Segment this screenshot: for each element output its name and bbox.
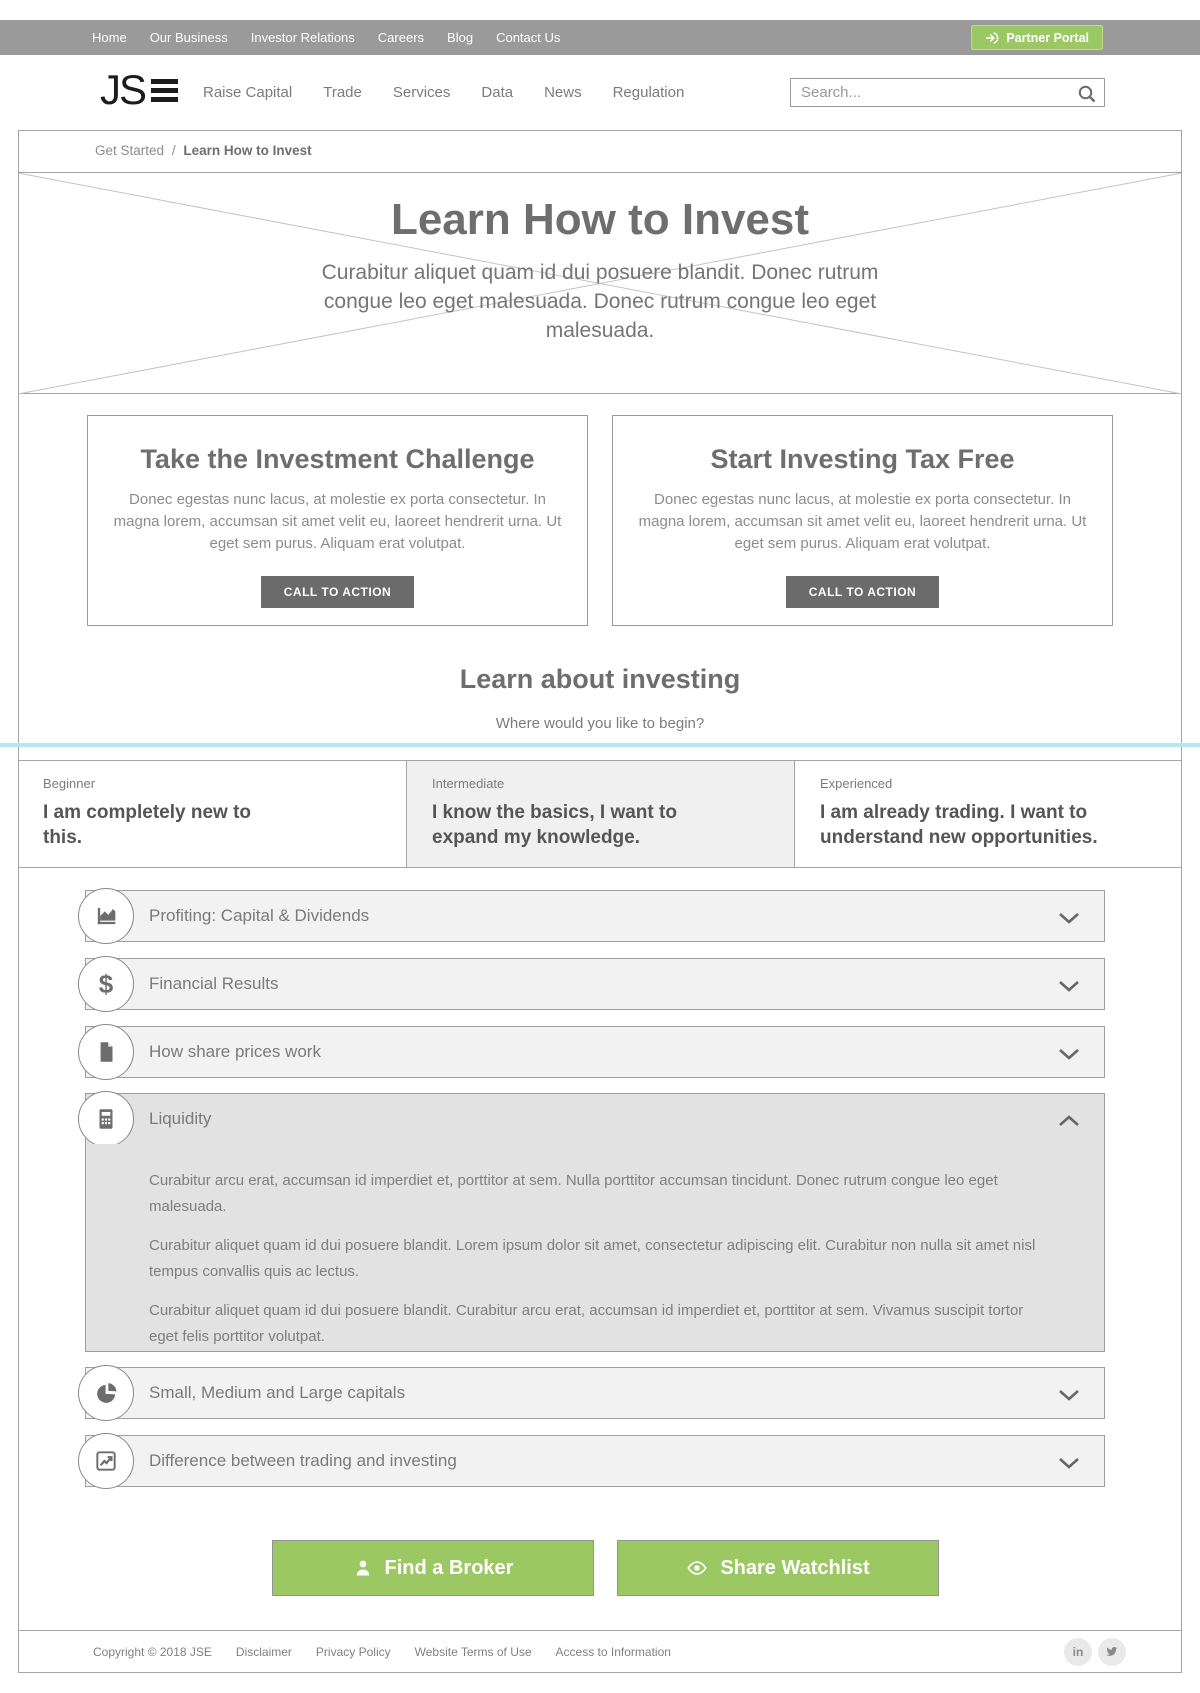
main-nav [203,55,684,130]
bar-chart-icon [78,888,134,944]
accordion-liquidity-content [85,1144,1105,1352]
card-investment-challenge [87,415,588,626]
chevron-down-icon [1058,1388,1080,1406]
hero-banner [18,173,1182,394]
level-statement: I know the basics, I want to expand my knowledge. [432,802,677,848]
card-body: Donec egestas nunc lacus, at molestie ex porta consectetur. In magna lorem, accumsan sit amet velit eu, laoreet hendrerit urna. Ut eget sem purus. Aliquam erat volutpat. [638,491,1087,552]
partner-portal-label: Partner Portal [1006,30,1089,45]
accordion-title: How share prices work [149,1042,321,1061]
accordion-title: Small, Medium and Large capitals [149,1383,406,1402]
footer-link-access-to-information[interactable]: Access to Information [555,1645,671,1659]
breadcrumb [18,130,1182,173]
find-a-broker-label: Find a Broker [384,1556,514,1579]
linkedin-icon[interactable]: in [1064,1638,1092,1666]
person-icon [353,1558,373,1578]
promo-cards [18,415,1182,626]
chevron-down-icon [1058,1456,1080,1474]
chevron-up-icon [1058,1114,1080,1132]
level-label: Beginner [43,776,96,791]
trend-chart-icon [78,1433,134,1489]
card-title: Start Investing Tax Free [710,444,1015,474]
page-subtitle: Curabitur aliquet quam id dui posuere blandit. Donec rutrum congue leo eget malesuada. Donec rutrum congue leo eget malesuada. [321,261,879,342]
level-intermediate[interactable] [406,761,794,867]
topnav-contact-us[interactable]: Contact Us [496,30,561,45]
accordion-financial-results[interactable] [85,958,1105,1010]
nav-services[interactable]: Services [392,84,451,101]
footer-link-disclaimer[interactable]: Disclaimer [235,1645,292,1659]
topnav-blog[interactable]: Blog [447,30,474,45]
eye-icon [686,1560,708,1576]
card-tax-free [612,415,1113,626]
nav-news[interactable]: News [544,84,582,101]
level-beginner[interactable] [18,761,406,867]
footer-link-terms[interactable]: Website Terms of Use [414,1645,532,1659]
level-experienced[interactable] [794,761,1182,867]
twitter-icon[interactable] [1098,1638,1126,1666]
share-watchlist-label: Share Watchlist [720,1556,870,1579]
accordion-profiting[interactable] [85,890,1105,942]
accordion-title: Difference between trading and investing [149,1451,457,1470]
section-title: Learn about investing [459,664,741,694]
breadcrumb-current-page: Learn How to Invest [183,143,312,158]
footer [18,1630,1182,1673]
footer-links [236,1645,671,1659]
chevron-down-icon [1058,979,1080,997]
breadcrumb-separator: / [171,143,176,158]
chevron-down-icon [1058,911,1080,929]
utility-bar [0,20,1200,55]
topnav-our-business[interactable]: Our Business [149,30,228,45]
chevron-down-icon [1058,1047,1080,1065]
nav-regulation[interactable]: Regulation [612,84,685,101]
jse-logo[interactable] [100,66,178,113]
call-to-action-button[interactable]: CALL TO ACTION [261,576,414,608]
level-label: Experienced [820,776,893,791]
accordion-title: Financial Results [149,974,279,993]
breadcrumb-get-started[interactable]: Get Started [95,143,165,158]
topnav-investor-relations[interactable]: Investor Relations [250,30,355,45]
accordion-share-prices[interactable] [85,1026,1105,1078]
card-title: Take the Investment Challenge [140,444,535,474]
search-box [790,78,1105,107]
jse-logo-letters: JS [100,66,146,113]
accordion-trading-vs-investing[interactable] [85,1435,1105,1487]
accordion-capitals[interactable] [85,1367,1105,1419]
jse-logo-bars-icon [151,79,178,102]
topnav-home[interactable]: Home [92,30,127,45]
level-statement: I am already trading. I want to understand new opportunities. [820,802,1098,848]
card-body: Donec egestas nunc lacus, at molestie ex porta consectetur. In magna lorem, accumsan sit amet velit eu, laoreet hendrerit urna. Ut eget sem purus. Aliquam erat volutpat. [113,491,562,552]
nav-raise-capital[interactable]: Raise Capital [203,84,293,101]
liquidity-paragraph: Curabitur aliquet quam id dui posuere blandit. Curabitur arcu erat, accumsan id imperdiet et, porttitor at sem. Vivamus suscipit tortor eget felis porttitor volutpat. [149,1302,1024,1345]
liquidity-paragraph: Curabitur arcu erat, accumsan id imperdiet et, porttitor at sem. Nulla porttitor accumsan tincidunt. Donec rutrum congue leo eget malesuada. [149,1172,998,1215]
liquidity-paragraph: Curabitur aliquet quam id dui posuere blandit. Lorem ipsum dolor sit amet, consectetur adipiscing elit. Curabitur non nulla sit amet nisl tempus convallis quis ac lectus. [149,1237,1036,1280]
copyright-text: Copyright © 2018 JSE [93,1645,212,1659]
page-title: Learn How to Invest [390,195,810,244]
accordion-title: Liquidity [149,1109,212,1128]
nav-data[interactable]: Data [481,84,514,101]
share-watchlist-button[interactable] [617,1540,939,1596]
level-statement: I am completely new to this. [43,802,251,848]
calculator-icon [78,1091,134,1147]
login-arrow-icon [985,31,999,45]
footer-link-privacy-policy[interactable]: Privacy Policy [315,1645,391,1659]
find-a-broker-button[interactable] [272,1540,594,1596]
call-to-action-button[interactable]: CALL TO ACTION [786,576,939,608]
accordion-title: Profiting: Capital & Dividends [149,906,370,925]
search-input[interactable] [791,79,1104,106]
accent-divider [0,743,1200,747]
dollar-icon: $ [78,956,134,1012]
level-label: Intermediate [432,776,505,791]
accordion-liquidity[interactable] [85,1093,1105,1145]
experience-level-chooser [18,760,1182,868]
social-icons [1064,1638,1126,1666]
search-icon[interactable] [1077,84,1097,109]
pie-chart-icon [78,1365,134,1421]
section-subtitle: Where would you like to begin? [495,715,705,732]
utility-nav [92,20,560,55]
topnav-careers[interactable]: Careers [377,30,425,45]
nav-trade[interactable]: Trade [323,84,362,101]
document-icon [78,1024,134,1080]
partner-portal-button[interactable] [971,25,1103,50]
